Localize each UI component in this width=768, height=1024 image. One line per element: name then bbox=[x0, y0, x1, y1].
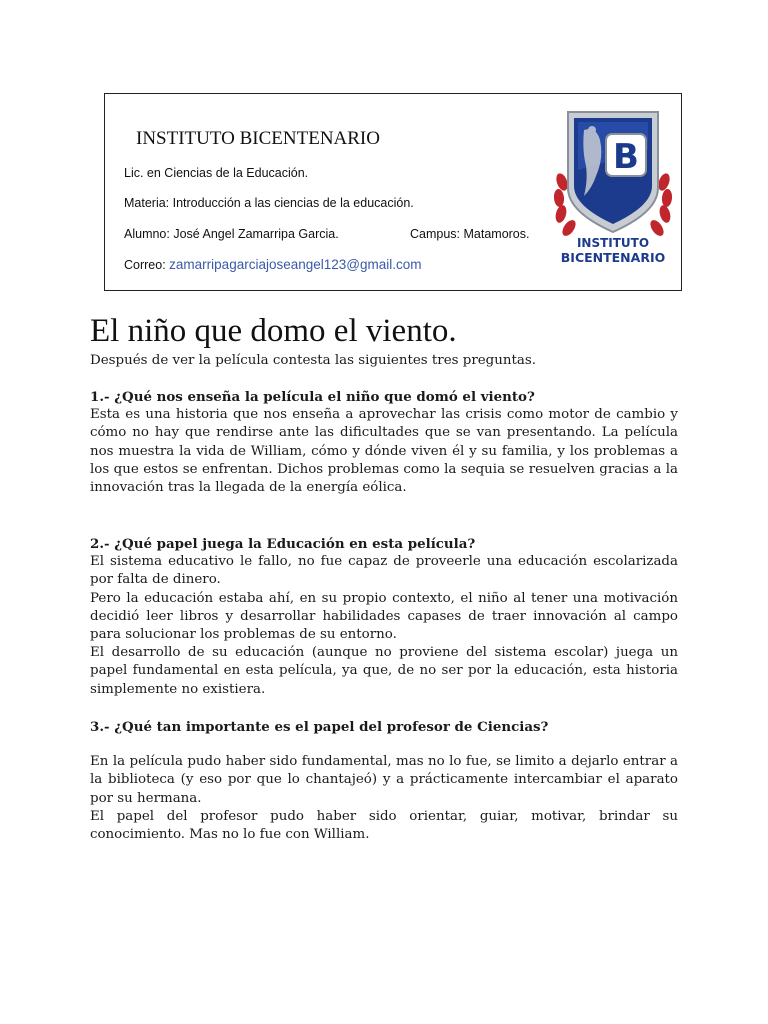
institute-name: INSTITUTO BICENTENARIO bbox=[136, 128, 380, 149]
question-3-heading: 3.- ¿Qué tan importante es el papel del profesor de Ciencias? bbox=[90, 719, 549, 735]
campus-line: Campus: Matamoros. bbox=[410, 227, 530, 241]
subject-line: Materia: Introducción a las ciencias de la educación. bbox=[124, 196, 414, 210]
student-line: Alumno: José Angel Zamarripa Garcia. bbox=[124, 227, 339, 241]
answer-1: Esta es una historia que nos enseña a aprovechar las crisis como motor de cambio y cómo no hay que rendirse ante las dificultades que se van presentando. La película nos muestra la vida de William, cómo y dónde viven él y su familia, y los problemas a los que estos se enfrentan. Dichos problemas como la sequia se resuelven gracias a la innovación tras la llegada de la energía eólica. bbox=[90, 407, 678, 496]
email-link[interactable]: zamarripagarciajoseangel123@gmail.com bbox=[169, 257, 422, 272]
answer-3-paragraph-2: El papel del profesor pudo haber sido orientar, guiar, motivar, brindar su conocimiento. Mas no lo fue con William. bbox=[90, 808, 678, 843]
email-label: Correo: bbox=[124, 258, 166, 272]
question-1 bbox=[90, 388, 678, 497]
logo-text-line2: BICENTENARIO bbox=[560, 250, 666, 265]
email-line bbox=[124, 257, 422, 272]
question-3 bbox=[90, 718, 678, 844]
question-2-heading: 2.- ¿Qué papel juega la Educación en esta película? bbox=[90, 536, 476, 552]
question-1-heading: 1.- ¿Qué nos enseña la película el niño que domó el viento? bbox=[90, 389, 535, 405]
document-title: El niño que domo el viento. bbox=[90, 313, 457, 349]
question-2 bbox=[90, 535, 678, 699]
answer-2-paragraph-3: El desarrollo de su educación (aunque no proviene del sistema escolar) juega un papel fundamental en esta película, ya que, de no ser por la educación, esta historia simplemente no existiera. bbox=[90, 645, 678, 697]
intro-paragraph bbox=[90, 352, 678, 370]
logo-text-line1: INSTITUTO bbox=[576, 236, 650, 250]
answer-2-paragraph-1: El sistema educativo le fallo, no fue capaz de proveerle una educación escolarizada por falta de dinero. bbox=[90, 554, 678, 588]
degree-line: Lic. en Ciencias de la Educación. bbox=[124, 166, 309, 180]
answer-2-paragraph-2: Pero la educación estaba ahí, en su propio contexto, el niño al tener una motivación decidió leer libros y desarrollar habilidades capases de traer innovación al campo para solucionar los problemas de su entorno. bbox=[90, 590, 678, 643]
answer-3-paragraph-1: En la película pudo haber sido fundamental, mas no lo fue, se limito a dejarlo entrar a la biblioteca (y eso por que lo chantajeó) y a prácticamente intercambiar el aparato por su hermana. bbox=[90, 754, 678, 806]
intro-text: Después de ver la película contesta las siguientes tres preguntas. bbox=[90, 353, 536, 368]
logo-letter: B bbox=[613, 137, 639, 177]
